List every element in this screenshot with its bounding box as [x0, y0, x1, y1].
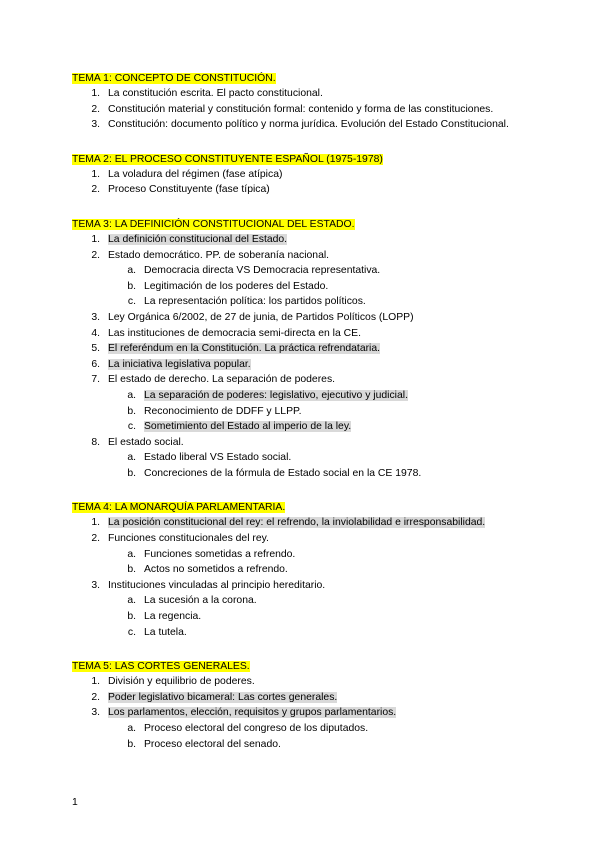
section-list	[72, 233, 532, 480]
list-item	[72, 691, 532, 704]
sub-list-item	[72, 738, 532, 751]
list-item-text: Legitimación de los poderes del Estado.	[144, 280, 329, 292]
list-item-text: Funciones constitucionales del rey.	[108, 533, 269, 545]
list-item	[72, 233, 532, 246]
list-item-text: La representación política: los partidos políticos.	[144, 296, 366, 308]
sub-list-item	[72, 420, 532, 433]
list-item-text: Funciones sometidas a refrendo.	[144, 548, 296, 560]
list-item	[72, 87, 532, 100]
list-marker: b.	[127, 280, 136, 292]
list-marker: 1.	[91, 168, 100, 180]
list-item-text: La posición constitucional del rey: el refrendo, la inviolabilidad e irresponsabilidad.	[108, 517, 486, 529]
list-marker: c.	[127, 626, 136, 638]
list-item	[72, 373, 532, 386]
sub-list-item	[72, 610, 532, 623]
list-marker: 3.	[91, 707, 100, 719]
list-item	[72, 532, 532, 545]
list-item-text: La tutela.	[144, 626, 187, 638]
list-item-text: Ley Orgánica 6/2002, de 27 de junia, de Partidos Políticos (LOPP)	[108, 311, 414, 323]
section-title-text: TEMA 1: CONCEPTO DE CONSTITUCIÓN.	[72, 73, 276, 84]
list-marker: 1.	[91, 88, 100, 99]
sub-list-item	[72, 594, 532, 607]
list-marker: a.	[127, 265, 136, 277]
list-item-text: El estado social.	[108, 436, 184, 448]
list-marker: 3.	[91, 311, 100, 323]
list-item-text: La regencia.	[144, 611, 202, 623]
list-item-text: Proceso electoral del senado.	[144, 738, 281, 750]
list-item	[72, 675, 532, 688]
list-marker: a.	[127, 723, 136, 734]
list-item-text: La sucesión a la corona.	[144, 595, 257, 607]
section-title	[72, 660, 532, 673]
list-item-text: Reconocimiento de DDFF y LLPP.	[144, 405, 302, 417]
sub-list-item	[72, 295, 532, 308]
list-item	[72, 118, 532, 131]
section-gap	[72, 641, 532, 660]
list-marker: 5.	[91, 343, 100, 355]
section-list	[72, 675, 532, 750]
list-marker: b.	[127, 564, 136, 576]
section-list	[72, 168, 532, 197]
list-item	[72, 311, 532, 324]
sub-list-item	[72, 467, 532, 480]
section-title	[72, 501, 532, 514]
section-list	[72, 87, 532, 131]
list-item-text: División y equilibrio de poderes.	[108, 676, 255, 688]
list-marker: 1.	[91, 676, 100, 688]
list-item-text: Estado democrático. PP. de soberanía nacional.	[108, 249, 330, 261]
list-item-text: Proceso electoral del congreso de los diputados.	[144, 723, 369, 734]
section-gap	[72, 199, 532, 218]
list-item	[72, 358, 532, 371]
section-title	[72, 72, 532, 85]
section-title	[72, 153, 532, 166]
sub-list-item	[72, 722, 532, 735]
list-item-text: Poder legislativo bicameral: Las cortes generales.	[108, 691, 338, 703]
document-content	[72, 72, 532, 753]
list-marker: 3.	[91, 119, 100, 131]
sub-list-item	[72, 626, 532, 639]
list-item	[72, 183, 532, 196]
list-item-text: Proceso Constituyente (fase típica)	[108, 184, 270, 196]
list-item	[72, 516, 532, 529]
list-item-text: La voladura del régimen (fase atípica)	[108, 168, 283, 180]
list-item-text: Instituciones vinculadas al principio hereditario.	[108, 579, 326, 591]
sub-list-item	[72, 405, 532, 418]
list-item-text: La separación de poderes: legislativo, ejecutivo y judicial.	[144, 389, 408, 401]
list-item-text: El referéndum en la Constitución. La práctica refrendataria.	[108, 343, 381, 355]
sub-list-item	[72, 389, 532, 402]
list-marker: b.	[127, 405, 136, 417]
list-marker: 6.	[91, 358, 100, 370]
list-item	[72, 579, 532, 592]
section-title-text: TEMA 3: LA DEFINICIÓN CONSTITUCIONAL DEL ESTADO.	[72, 218, 355, 230]
list-marker: 2.	[91, 184, 100, 196]
list-marker: 7.	[91, 374, 100, 386]
list-marker: c.	[127, 421, 136, 433]
list-item-text: Constitución material y constitución formal: contenido y forma de las constituciones.	[108, 103, 494, 115]
list-marker: a.	[127, 389, 136, 401]
section-title-text: TEMA 4: LA MONARQUÍA PARLAMENTARIA.	[72, 502, 286, 514]
list-item	[72, 436, 532, 449]
list-item-text: La definición constitucional del Estado.	[108, 233, 288, 245]
list-item-text: La constitución escrita. El pacto constitucional.	[108, 88, 323, 99]
sub-list-item	[72, 548, 532, 561]
list-marker: b.	[127, 467, 136, 479]
list-marker: 8.	[91, 436, 100, 448]
section-title-text: TEMA 2: EL PROCESO CONSTITUYENTE ESPAÑOL (1975-1978)	[72, 153, 383, 165]
list-item-text: Constitución: documento político y norma jurídica. Evolución del Estado Constitucional.	[108, 119, 509, 131]
list-marker: b.	[127, 611, 136, 623]
list-item-text: Estado liberal VS Estado social.	[144, 452, 292, 464]
list-item	[72, 706, 532, 719]
list-marker: a.	[127, 595, 136, 607]
list-item	[72, 327, 532, 340]
section-gap	[72, 482, 532, 501]
list-marker: 1.	[91, 233, 100, 245]
list-marker: 1.	[91, 517, 100, 529]
section-gap	[72, 134, 532, 153]
list-item-text: Actos no sometidos a refrendo.	[144, 564, 288, 576]
section-list	[72, 516, 532, 638]
sub-list-item	[72, 280, 532, 293]
section-title	[72, 218, 532, 231]
sub-list-item	[72, 451, 532, 464]
list-marker: a.	[127, 548, 136, 560]
sub-list-item	[72, 264, 532, 277]
list-marker: 2.	[91, 249, 100, 261]
list-marker: a.	[127, 452, 136, 464]
list-item-text: Sometimiento del Estado al imperio de la ley.	[144, 421, 352, 433]
list-item-text: Las instituciones de democracia semi-directa en la CE.	[108, 327, 361, 339]
list-item-text: Los parlamentos, elección, requisitos y grupos parlamentarios.	[108, 707, 397, 719]
list-marker: 4.	[91, 327, 100, 339]
list-item-text: La iniciativa legislativa popular.	[108, 358, 251, 370]
section-title-text: TEMA 5: LAS CORTES GENERALES.	[72, 661, 250, 673]
list-item-text: Democracia directa VS Democracia representativa.	[144, 265, 381, 277]
list-marker: 2.	[91, 533, 100, 545]
list-item	[72, 249, 532, 262]
sub-list-item	[72, 563, 532, 576]
list-marker: c.	[127, 296, 136, 308]
list-item-text: El estado de derecho. La separación de poderes.	[108, 374, 336, 386]
list-item	[72, 342, 532, 355]
list-marker: 2.	[91, 103, 100, 115]
list-item	[72, 168, 532, 181]
list-item	[72, 103, 532, 116]
list-marker: 3.	[91, 579, 100, 591]
list-item-text: Concreciones de la fórmula de Estado social en la CE 1978.	[144, 467, 422, 479]
list-marker: 2.	[91, 691, 100, 703]
page-number: 1	[72, 797, 78, 808]
list-marker: b.	[127, 738, 136, 750]
